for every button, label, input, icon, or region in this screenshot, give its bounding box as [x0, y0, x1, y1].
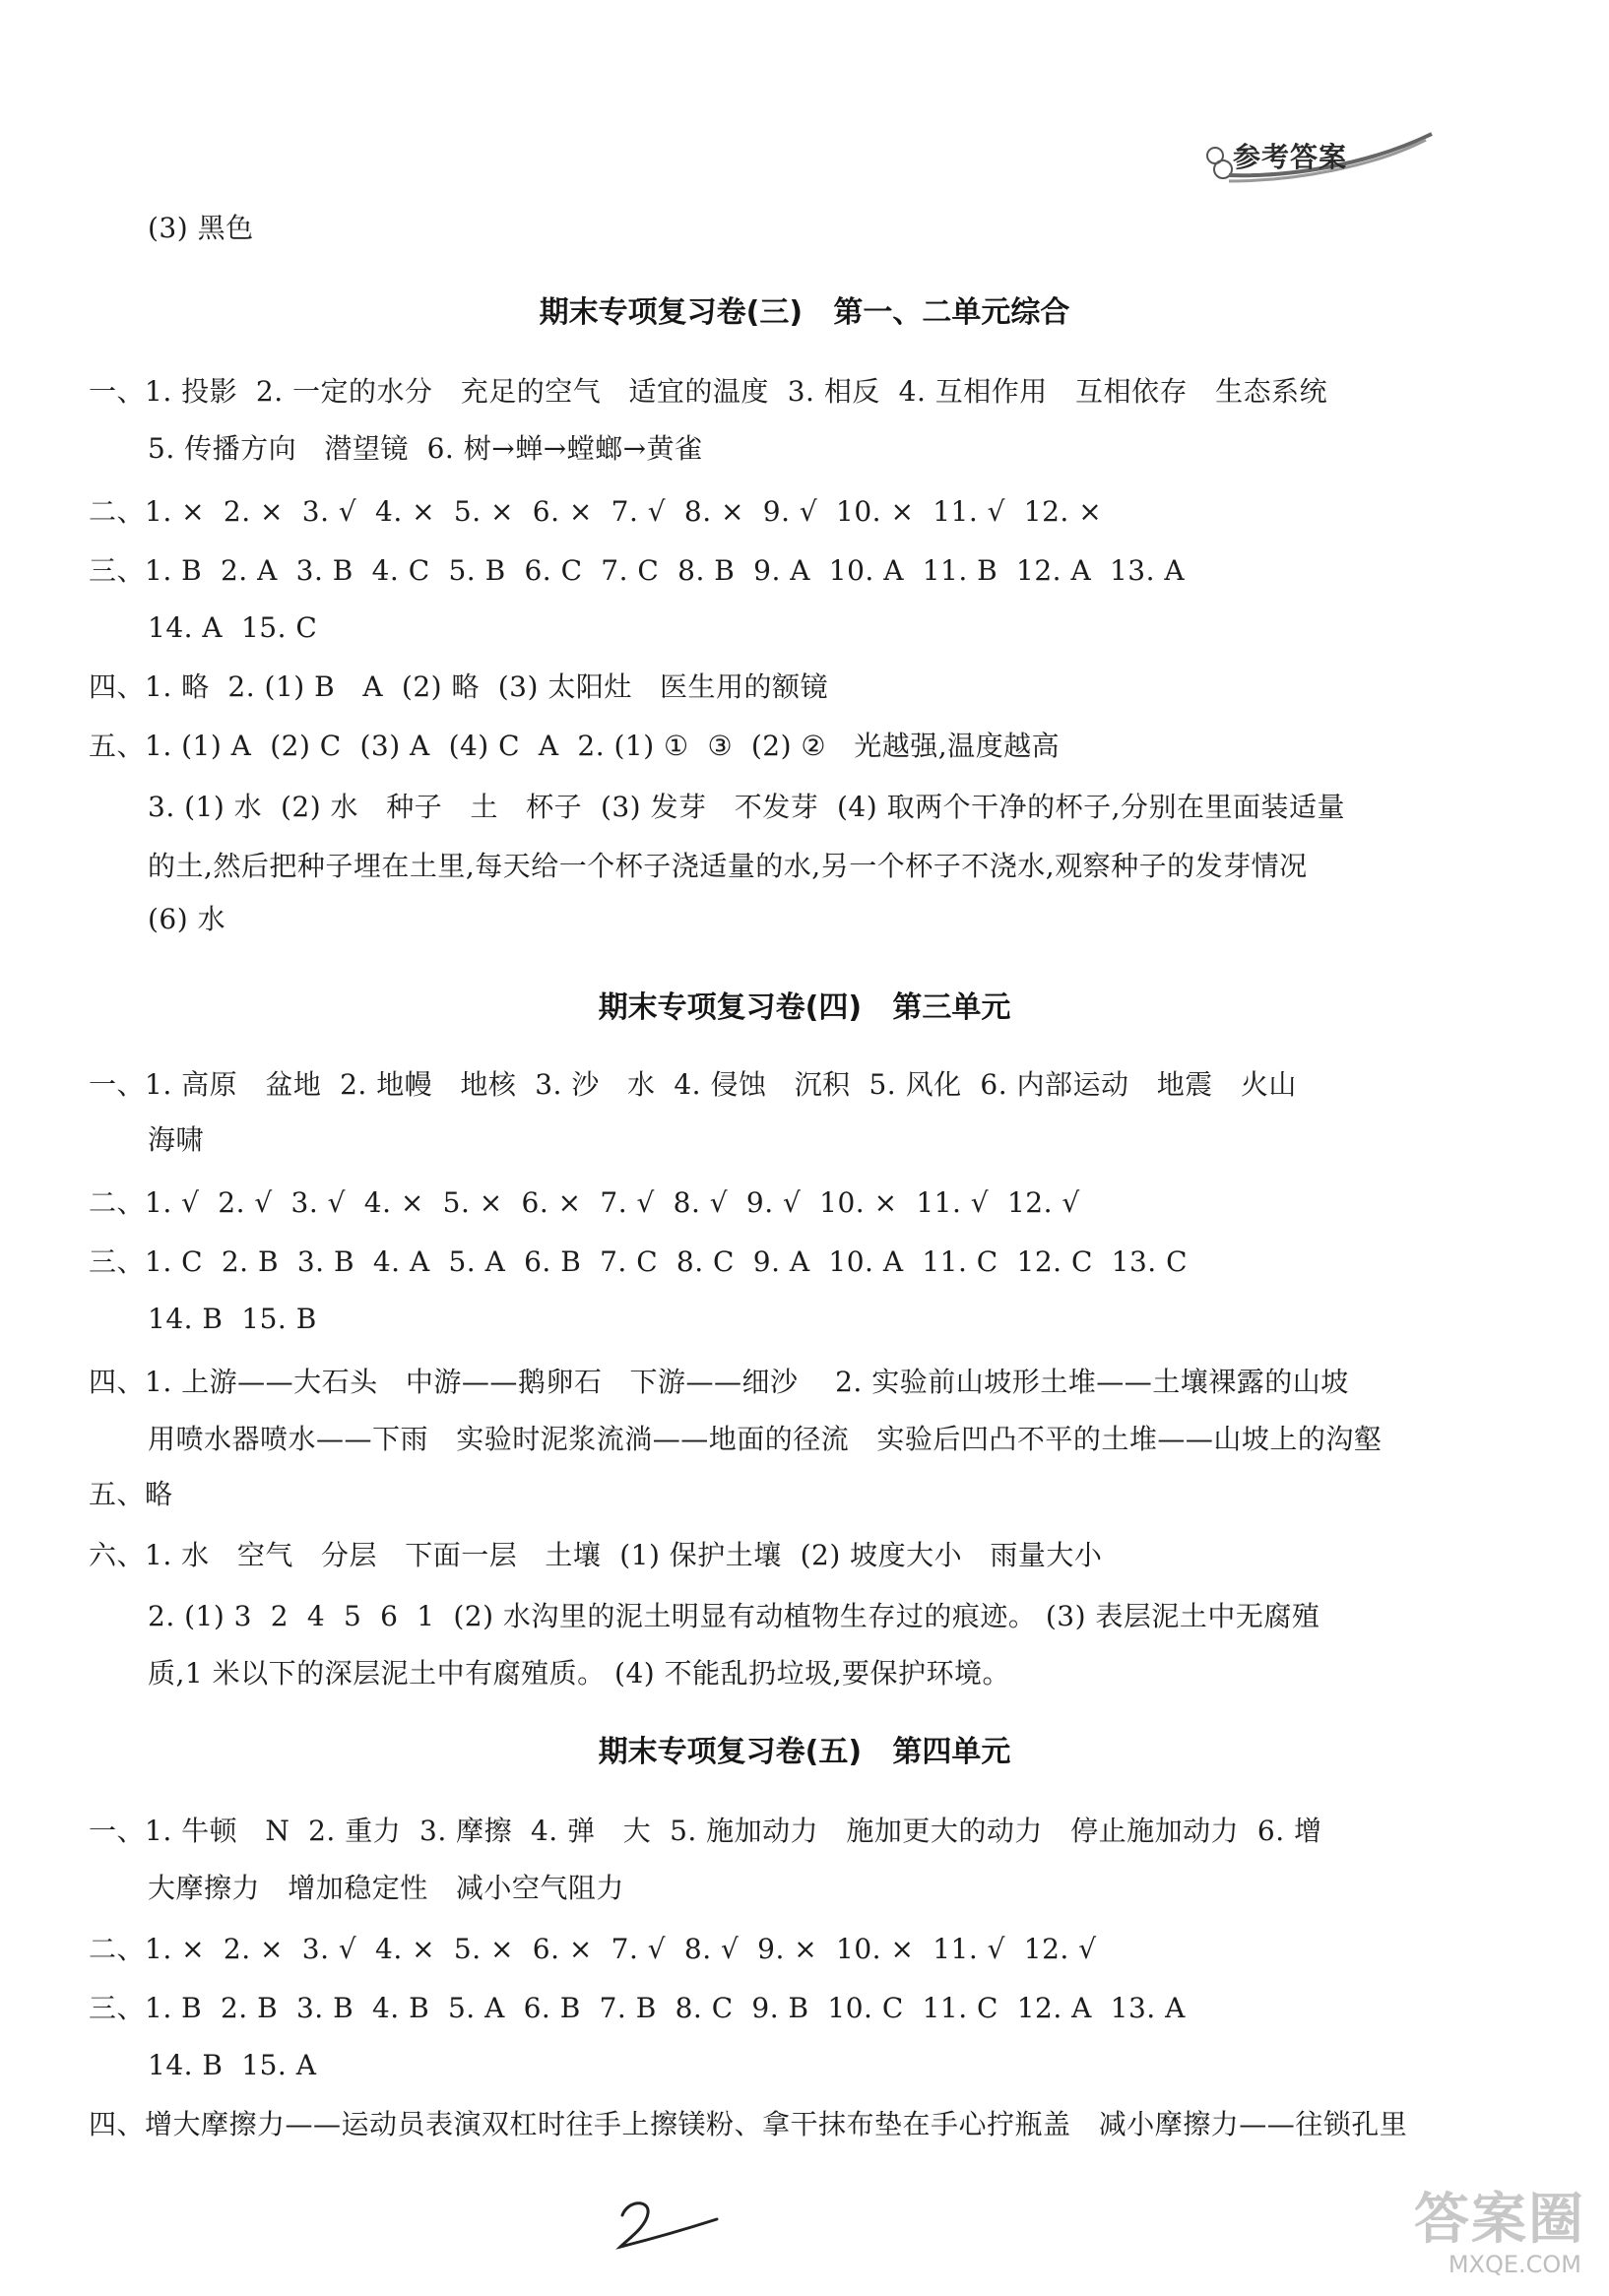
section-title: 期末专项复习卷(三) 第一、二单元综合 [539, 295, 1070, 330]
answer-line: 用喷水器喷水——下雨 实验时泥浆流淌——地面的径流 实验后凹凸不平的土堆——山坡上的沟壑 [148, 1423, 1383, 1455]
watermark-url: MXQE.COM [1448, 2251, 1581, 2278]
answer-line: 一、1. 高原 盆地 2. 地幔 地核 3. 沙 水 4. 侵蚀 沉积 5. 风化 6. 内部运动 地震 火山 [89, 1068, 1297, 1101]
answer-line: 一、1. 牛顿 N 2. 重力 3. 摩擦 4. 弹 大 5. 施加动力 施加更大的动力 停止施加动力 6. 增 [89, 1815, 1322, 1847]
section-title: 期末专项复习卷(四) 第三单元 [598, 990, 1011, 1025]
answer-line: 六、1. 水 空气 分层 下面一层 土壤 (1) 保护土壤 (2) 坡度大小 雨量大小 [89, 1539, 1103, 1571]
answer-line: 四、1. 略 2. (1) B A (2) 略 (3) 太阳灶 医生用的额镜 [89, 670, 829, 703]
answer-line: 三、1. B 2. B 3. B 4. B 5. A 6. B 7. B 8. C 9. B 10. C 11. C 12. A 13. A [89, 1992, 1186, 2024]
answer-line: 二、1. √ 2. √ 3. √ 4. × 5. × 6. × 7. √ 8. √ 9. √ 10. × 11. √ 12. √ [89, 1186, 1080, 1219]
handwritten-page-number-icon [614, 2194, 723, 2253]
answer-line: 14. A 15. C [148, 611, 318, 644]
answer-line: 三、1. B 2. A 3. B 4. C 5. B 6. C 7. C 8. B 9. A 10. A 11. B 12. A 13. A [89, 554, 1186, 587]
answer-line: 2. (1) 3 2 4 5 6 1 (2) 水沟里的泥土明显有动植物生存过的痕迹。 (3) 表层泥土中无腐殖 [148, 1600, 1320, 1632]
answer-line: 5. 传播方向 潜望镜 6. 树→蝉→螳螂→黄雀 [148, 432, 703, 465]
watermark-logo: 答案圈 [1414, 2188, 1585, 2252]
answer-line: 四、1. 上游——大石头 中游——鹅卵石 下游——细沙 2. 实验前山坡形土堆——土壤裸露的山坡 [89, 1366, 1349, 1398]
page-number [614, 2194, 723, 2253]
answer-line: 三、1. C 2. B 3. B 4. A 5. A 6. B 7. C 8. C 9. A 10. A 11. C 12. C 13. C [89, 1245, 1189, 1278]
intro-line: (3) 黑色 [148, 212, 254, 244]
answer-line: 的土,然后把种子埋在土里,每天给一个杯子浇适量的水,另一个杯子不浇水,观察种子的发芽情况 [148, 850, 1308, 882]
answer-line: 二、1. × 2. × 3. √ 4. × 5. × 6. × 7. √ 8. √ 9. × 10. × 11. √ 12. √ [89, 1933, 1097, 1965]
answer-line: 二、1. × 2. × 3. √ 4. × 5. × 6. × 7. √ 8. × 9. √ 10. × 11. √ 12. × [89, 495, 1103, 528]
answer-line: 3. (1) 水 (2) 水 种子 土 杯子 (3) 发芽 不发芽 (4) 取两个干净的杯子,分别在里面装适量 [148, 791, 1345, 823]
answer-line: 四、增大摩擦力——运动员表演双杠时往手上擦镁粉、拿干抹布垫在手心拧瓶盖 减小摩擦力——往锁孔里 [89, 2108, 1408, 2140]
badge-label: 参考答案 [1233, 141, 1348, 173]
watermark [1369, 2176, 1585, 2278]
answer-line: 五、1. (1) A (2) C (3) A (4) C A 2. (1) ① ③ (2) ② 光越强,温度越高 [89, 730, 1061, 762]
answer-line: 14. B 15. A [148, 2049, 317, 2081]
answer-line: 五、略 [89, 1478, 173, 1510]
answer-line: (6) 水 [148, 903, 226, 935]
answer-line: 一、1. 投影 2. 一定的水分 充足的空气 适宜的温度 3. 相反 4. 互相作用 互相依存 生态系统 [89, 375, 1328, 408]
answer-line: 大摩擦力 增加稳定性 减小空气阻力 [148, 1872, 624, 1904]
answer-line: 14. B 15. B [148, 1303, 317, 1335]
answer-line: 海啸 [148, 1123, 205, 1156]
answer-key-badge [1199, 126, 1436, 189]
section-title: 期末专项复习卷(五) 第四单元 [598, 1735, 1011, 1769]
answer-line: 质,1 米以下的深层泥土中有腐殖质。 (4) 不能乱扔垃圾,要保护环境。 [148, 1657, 1010, 1690]
